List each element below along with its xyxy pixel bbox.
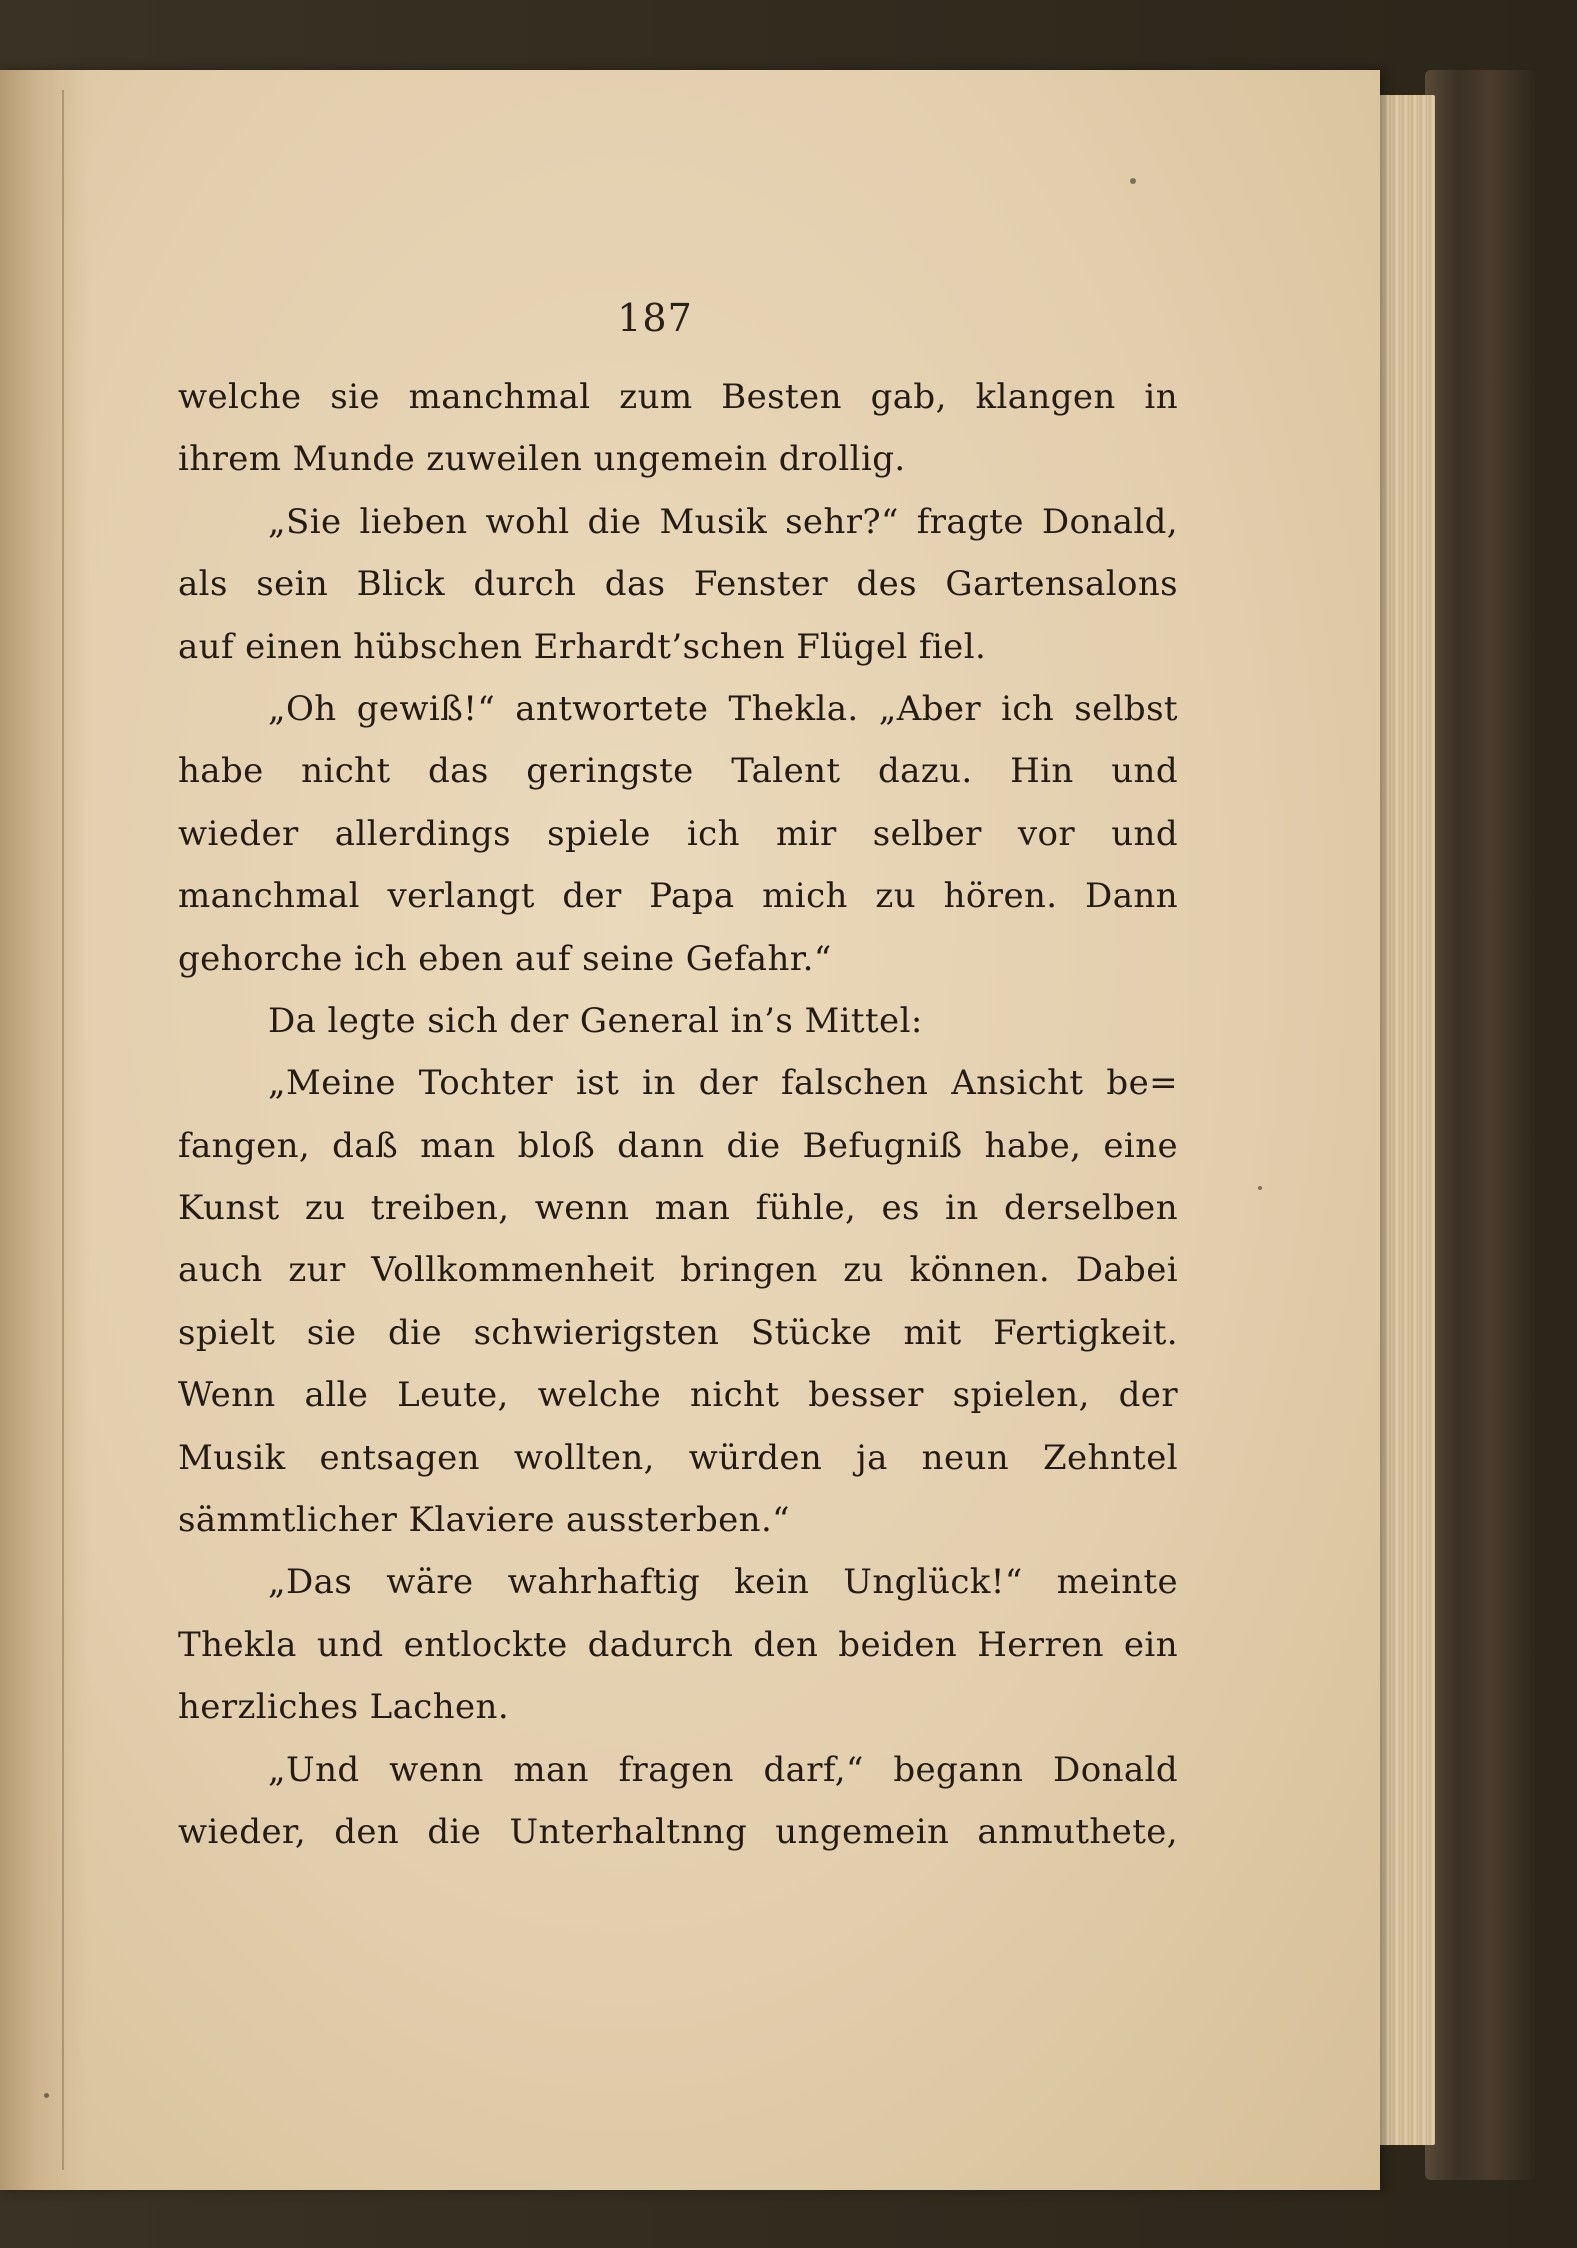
text-line: „Das wäre wahrhaftig kein Unglück!“ meinte (268, 1562, 1178, 1603)
text-line: herzliches Lachen. (178, 1687, 510, 1728)
text-line: wieder allerdings spiele ich mir selber vor und (178, 813, 1178, 854)
paper-speck (44, 2093, 49, 2098)
text-line: gehorche ich eben auf seine Gefahr.“ (178, 938, 832, 979)
paper-speck (1258, 1186, 1262, 1190)
text-line: „Und wenn man fragen darf,“ begann Donald (268, 1749, 1178, 1790)
text-line: „Oh gewiß!“ antwortete Thekla. „Aber ich selbst (268, 688, 1178, 729)
text-line: manchmal verlangt der Papa mich zu hören. Dann (178, 876, 1178, 917)
book-cover-edge (1425, 70, 1535, 2180)
paper-speck (1130, 178, 1136, 184)
page-number: 187 (617, 296, 693, 340)
text-line: Da legte sich der General in’s Mittel: (268, 1000, 923, 1041)
text-line: als sein Blick durch das Fenster des Gartensalons (178, 564, 1178, 605)
page-gutter-shadow (0, 70, 90, 2190)
page-text-block (178, 366, 1178, 1863)
text-line: Thekla und entlockte dadurch den beiden Herren ein (178, 1624, 1178, 1665)
text-line: „Meine Tochter ist in der falschen Ansicht be= (268, 1063, 1178, 1104)
text-line: Musik entsagen wollten, würden ja neun Zehntel (178, 1437, 1178, 1478)
text-line: habe nicht das geringste Talent dazu. Hin und (178, 751, 1178, 792)
text-line: sämmtlicher Klaviere aussterben.“ (178, 1500, 790, 1541)
text-line: Kunst zu treiben, wenn man fühle, es in derselben (178, 1188, 1178, 1229)
text-line: wieder, den die Unterhaltnng ungemein anmuthete, (178, 1811, 1178, 1852)
gutter-fold-line (62, 90, 64, 2170)
text-line: spielt sie die schwierigsten Stücke mit Fertigkeit. (178, 1312, 1178, 1353)
text-line: auf einen hübschen Erhardt’schen Flügel fiel. (178, 626, 987, 667)
text-line: „Sie lieben wohl die Musik sehr?“ fragte Donald, (268, 501, 1178, 542)
text-line: auch zur Vollkommenheit bringen zu können. Dabei (178, 1250, 1178, 1291)
text-line: ihrem Munde zuweilen ungemein drollig. (178, 439, 906, 480)
text-line: fangen, daß man bloß dann die Befugniß habe, eine (178, 1125, 1178, 1166)
text-line: Wenn alle Leute, welche nicht besser spielen, der (178, 1375, 1178, 1416)
text-line: welche sie manchmal zum Besten gab, klangen in (178, 377, 1178, 417)
